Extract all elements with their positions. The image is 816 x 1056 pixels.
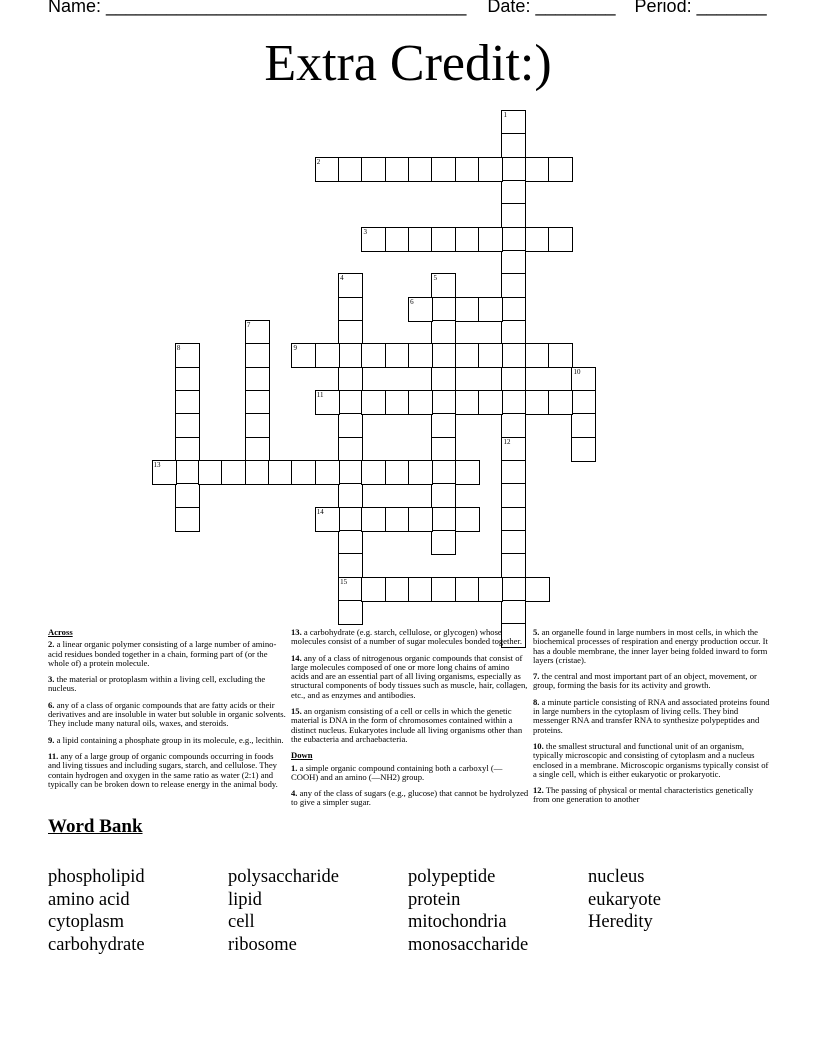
crossword-cell[interactable]: [501, 203, 526, 228]
word-bank-item: cell: [228, 912, 255, 933]
crossword-cell[interactable]: [385, 157, 410, 182]
crossword-cell[interactable]: [408, 507, 433, 532]
word-bank-item: carbohydrate: [48, 935, 145, 956]
crossword-cell[interactable]: [361, 577, 386, 602]
crossword-cell[interactable]: [268, 460, 293, 485]
crossword-cell[interactable]: [361, 507, 386, 532]
crossword-cell[interactable]: [501, 343, 526, 368]
crossword-cell[interactable]: [221, 460, 246, 485]
crossword-cell[interactable]: [338, 343, 363, 368]
clue-number: 7: [246, 320, 251, 329]
crossword-cell[interactable]: [245, 460, 270, 485]
clue-number: 11: [316, 390, 324, 399]
crossword-cell[interactable]: [198, 460, 223, 485]
clue-down-12: 12. The passing of physical or mental characteristics genetically from one generation to another: [533, 785, 754, 805]
crossword-cell[interactable]: [245, 390, 270, 415]
crossword-cell[interactable]: [501, 483, 526, 508]
crossword-cell[interactable]: [501, 460, 526, 485]
crossword-cell[interactable]: [501, 250, 526, 275]
crossword-cell[interactable]: [338, 297, 363, 322]
crossword-cell[interactable]: [361, 390, 386, 415]
crossword-cell[interactable]: [361, 460, 386, 485]
crossword-cell[interactable]: [455, 507, 480, 532]
name-field[interactable]: Name: ____________________________________: [48, 0, 467, 16]
word-bank-column-3: [408, 866, 588, 957]
crossword-cell[interactable]: [501, 320, 526, 345]
clues-column-3: [533, 628, 771, 812]
crossword-cell[interactable]: [501, 110, 526, 135]
crossword-cell[interactable]: [385, 507, 410, 532]
crossword-cell[interactable]: [408, 227, 433, 252]
clue-across-9: 9. a lipid containing a phosphate group in its molecule, e.g., lecithin.: [48, 734, 284, 745]
crossword-cell[interactable]: [338, 437, 363, 462]
crossword-cell[interactable]: [478, 227, 503, 252]
crossword-cell[interactable]: [338, 460, 363, 485]
crossword-cell[interactable]: [175, 367, 200, 392]
crossword-cell[interactable]: [175, 390, 200, 415]
clue-number: 3: [363, 227, 367, 236]
clue-across-6: 6. any of a class of organic compounds that are fatty acids or their derivatives and are insoluble in water but soluble in organic solvents. They include many natural oils, waxes, and steroids.: [48, 699, 286, 729]
clue-number: 12: [503, 437, 511, 446]
crossword-cell[interactable]: [408, 390, 433, 415]
crossword-cell[interactable]: [525, 227, 550, 252]
crossword-cell[interactable]: [431, 343, 456, 368]
crossword-cell[interactable]: [501, 553, 526, 578]
crossword-cell[interactable]: [245, 437, 270, 462]
crossword-cell[interactable]: [431, 460, 456, 485]
period-field[interactable]: Period: _______: [634, 0, 767, 16]
crossword-cell[interactable]: [338, 157, 363, 182]
crossword-cell[interactable]: [455, 343, 480, 368]
word-bank-item: polypeptide: [408, 867, 496, 887]
crossword-cell[interactable]: [385, 343, 410, 368]
crossword-cell[interactable]: [525, 577, 550, 602]
crossword-cell[interactable]: [175, 483, 200, 508]
word-bank-item: monosaccharide: [408, 935, 529, 956]
crossword-cell[interactable]: [408, 577, 433, 602]
word-bank-item: protein: [408, 889, 461, 910]
clue-down-5: 5. an organelle found in large numbers in most cells, in which the biochemical processes of respiration and energy production occur. It has a double membrane, the inner layer being folded inward to form layers (cristae).: [533, 627, 768, 665]
crossword-cell[interactable]: [431, 273, 456, 298]
crossword-cell[interactable]: [245, 343, 270, 368]
clue-across-11: 11. any of a large group of organic compounds occurring in foods and living tissues and including sugars, starch, and cellulose. They contain hydrogen and oxygen in the same ratio as water (2:1) and typically can be broken down to release energy in the animal body.: [48, 750, 278, 789]
across-heading: Across: [48, 627, 73, 637]
crossword-cell[interactable]: [548, 390, 573, 415]
crossword-cell[interactable]: [315, 390, 340, 415]
crossword-cell[interactable]: [338, 600, 363, 625]
clues-column-1: [48, 628, 286, 796]
crossword-cell[interactable]: [431, 530, 456, 555]
crossword-cell[interactable]: [455, 390, 480, 415]
crossword-cell[interactable]: [315, 157, 340, 182]
clues-column-2: [291, 628, 529, 815]
clue-across-14: 14. any of a class of nitrogenous organic compounds that consist of large molecules composed of one or more long chains of amino acids and are an essential part of all living organisms, especially as structural components of body tissues such as muscle, hair, collagen, etc., and as enzymes and antibodies.: [291, 652, 528, 700]
crossword-cell[interactable]: [245, 413, 270, 438]
crossword-cell[interactable]: [338, 390, 363, 415]
crossword-cell[interactable]: [431, 507, 456, 532]
crossword-cell[interactable]: [175, 413, 200, 438]
crossword-cell[interactable]: [571, 390, 596, 415]
crossword-cell[interactable]: [338, 530, 363, 555]
crossword-cell[interactable]: [431, 157, 456, 182]
crossword-cell[interactable]: [361, 157, 386, 182]
clue-across-3: 3. the material or protoplasm within a living cell, excluding the nucleus.: [48, 674, 266, 694]
clue-number: 8: [176, 344, 181, 353]
crossword-cell[interactable]: [478, 157, 503, 182]
crossword-cell[interactable]: [501, 133, 526, 158]
clue-number: 6: [410, 297, 414, 306]
crossword-cell[interactable]: [431, 320, 456, 345]
clue-down-4: 4. any of the class of sugars (e.g., glucose) that cannot be hydrolyzed to give a simpler sugar.: [291, 788, 529, 808]
crossword-cell[interactable]: [385, 390, 410, 415]
crossword-cell[interactable]: [338, 367, 363, 392]
crossword-cell[interactable]: [548, 343, 573, 368]
crossword-cell[interactable]: [361, 227, 386, 252]
clue-down-8: 8. a minute particle consisting of RNA and associated proteins found in large numbers in the cytoplasm of living cells. They bind messenger RNA and transfer RNA to synthesize polypeptides and proteins.: [533, 696, 770, 735]
word-bank-title: Word Bank: [48, 816, 143, 837]
clue-across-13: 13. a carbohydrate (e.g. starch, cellulose, or glycogen) whose molecules consist of a number of sugar molecules bonded together.: [291, 627, 523, 647]
crossword-cell[interactable]: [455, 577, 480, 602]
crossword-cell[interactable]: [478, 390, 503, 415]
clue-down-7: 7. the central and most important part of an object, movement, or group, forming the basis for its activity and growth.: [533, 671, 757, 691]
crossword-cell[interactable]: [245, 320, 270, 345]
word-bank-item: nucleus: [588, 867, 645, 887]
clue-across-2: 2. a linear organic polymer consisting of a large number of amino-acid residues bonded together in a chain, forming part of (or the whole of) a protein molecule.: [48, 639, 277, 668]
clue-number: 2: [316, 157, 321, 166]
clue-number: 4: [340, 274, 344, 283]
crossword-cell[interactable]: [245, 367, 270, 392]
crossword-cell[interactable]: [338, 553, 363, 578]
clue-number: 13: [153, 460, 161, 469]
crossword-cell[interactable]: [478, 343, 503, 368]
crossword-cell[interactable]: [501, 273, 526, 298]
crossword-cell[interactable]: [385, 577, 410, 602]
down-heading: Down: [291, 750, 313, 761]
crossword-cell[interactable]: [175, 437, 200, 462]
word-bank-item: ribosome: [228, 935, 297, 956]
crossword-cell[interactable]: [571, 367, 596, 392]
crossword-cell[interactable]: [431, 577, 456, 602]
crossword-cell[interactable]: [291, 460, 316, 485]
word-bank-item: cytoplasm: [48, 912, 125, 933]
crossword-cell[interactable]: [455, 297, 480, 322]
word-bank-item: amino acid: [48, 889, 130, 910]
crossword-cell[interactable]: [291, 343, 316, 368]
crossword-cell[interactable]: [385, 227, 410, 252]
crossword-cell[interactable]: [455, 460, 480, 485]
word-bank-item: mitochondria: [408, 912, 507, 933]
word-bank-column-4: [588, 866, 768, 934]
word-bank-item: phospholipid: [48, 867, 145, 887]
crossword-cell[interactable]: [338, 273, 363, 298]
word-bank-item: Heredity: [588, 912, 653, 933]
clue-across-15: 15. an organism consisting of a cell or cells in which the genetic material is DNA in the form of chromosomes contained within a distinct nucleus. Eukaryotes include all living organisms other than the eubacteria and archaebacteria.: [291, 706, 523, 744]
clue-down-10: 10. the smallest structural and functional unit of an organism, typically microscopic and consisting of cytoplasm and a nucleus enclosed in a membrane. Microscopic organisms typically consist of a single cell, which is either eukaryotic or prokaryotic.: [533, 740, 769, 779]
crossword-cell[interactable]: [338, 483, 363, 508]
crossword-cell[interactable]: [408, 157, 433, 182]
crossword-cell[interactable]: [525, 390, 550, 415]
crossword-cell[interactable]: [478, 577, 503, 602]
clue-number: 5: [433, 274, 437, 283]
crossword-cell[interactable]: [501, 180, 526, 205]
word-bank-column-2: [228, 866, 408, 957]
crossword-cell[interactable]: [501, 390, 526, 415]
crossword-cell[interactable]: [408, 343, 433, 368]
crossword-cell[interactable]: [431, 297, 456, 322]
clue-number: 1: [503, 111, 507, 119]
date-field[interactable]: Date: ________: [487, 0, 616, 16]
crossword-cell[interactable]: [338, 413, 363, 438]
crossword-cell[interactable]: [501, 437, 526, 462]
crossword-cell[interactable]: [431, 390, 456, 415]
crossword-cell[interactable]: [455, 157, 480, 182]
crossword-cell[interactable]: [571, 413, 596, 438]
crossword-cell[interactable]: [431, 413, 456, 438]
clue-number: 15: [340, 577, 348, 586]
crossword-cell[interactable]: [548, 227, 573, 252]
crossword-cell[interactable]: [501, 297, 526, 322]
crossword-cell[interactable]: [431, 483, 456, 508]
crossword-cell[interactable]: [501, 530, 526, 555]
crossword-cell[interactable]: [501, 227, 526, 252]
word-bank-item: polysaccharide: [228, 867, 339, 887]
crossword-cell[interactable]: [175, 460, 200, 485]
crossword-cell[interactable]: [385, 460, 410, 485]
crossword-cell[interactable]: [431, 367, 456, 392]
crossword-cell[interactable]: [315, 343, 340, 368]
crossword-cell[interactable]: [408, 297, 433, 322]
page-title: Extra Credit:): [264, 35, 552, 92]
crossword-cell[interactable]: [478, 297, 503, 322]
word-bank-item: eukaryote: [588, 889, 661, 910]
crossword-cell[interactable]: [501, 507, 526, 532]
crossword-cell[interactable]: [315, 460, 340, 485]
crossword-cell[interactable]: [431, 227, 456, 252]
clue-number: 9: [293, 344, 297, 353]
clue-number: 14: [316, 507, 324, 516]
crossword-cell[interactable]: [501, 577, 526, 602]
crossword-cell[interactable]: [548, 157, 573, 182]
crossword-cell[interactable]: [501, 413, 526, 438]
crossword-cell[interactable]: [175, 507, 200, 532]
crossword-cell[interactable]: [501, 600, 526, 625]
crossword-cell[interactable]: [525, 157, 550, 182]
crossword-cell[interactable]: [455, 227, 480, 252]
crossword-cell[interactable]: [315, 507, 340, 532]
crossword-cell[interactable]: [525, 343, 550, 368]
crossword-cell[interactable]: [501, 367, 526, 392]
crossword-cell[interactable]: [338, 320, 363, 345]
crossword-cell[interactable]: [338, 577, 363, 602]
crossword-cell[interactable]: [501, 157, 526, 182]
crossword-cell[interactable]: [338, 507, 363, 532]
clue-number: 10: [573, 367, 581, 376]
crossword-cell[interactable]: [152, 460, 177, 485]
crossword-cell[interactable]: [571, 437, 596, 462]
word-bank-column-1: [48, 866, 228, 957]
crossword-cell[interactable]: [361, 343, 386, 368]
crossword-cell[interactable]: [175, 343, 200, 368]
word-bank-item: lipid: [228, 889, 262, 910]
clue-down-1: 1. a simple organic compound containing both a carboxyl (—COOH) and an amino (—NH2) group.: [291, 762, 503, 782]
crossword-cell[interactable]: [408, 460, 433, 485]
crossword-cell[interactable]: [431, 437, 456, 462]
